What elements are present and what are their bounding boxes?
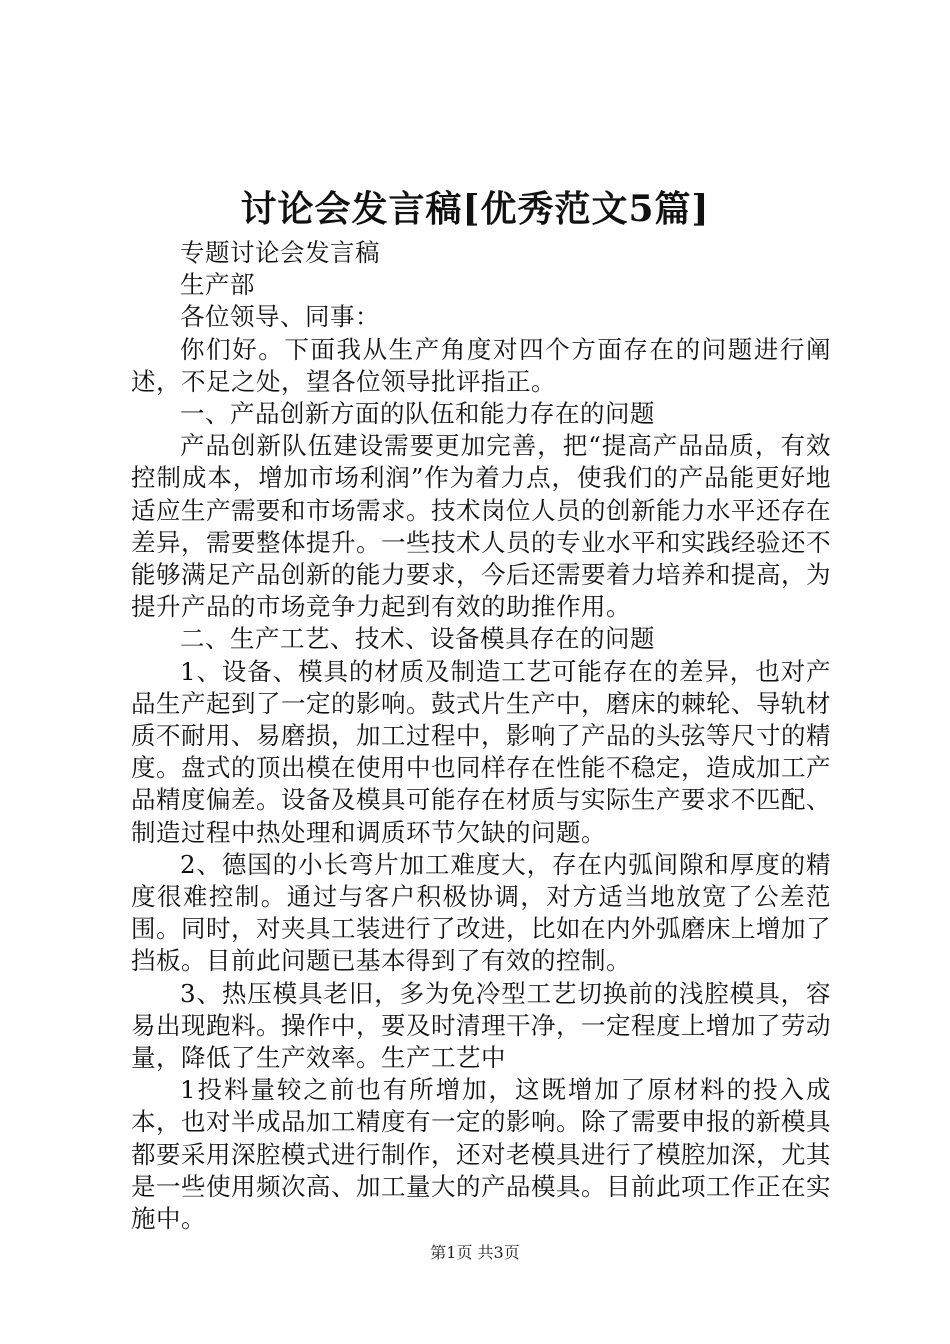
section-heading-2: 二、生产工艺、技术、设备模具存在的问题 [180, 624, 655, 654]
paragraph-item-1: 1、设备、模具的材质及制造工艺可能存在的差异，也对产品生产起到了一定的影响。鼓式片生产中，磨床的棘轮、导轨材质不耐用、易磨损，加工过程中，影响了产品的头弦等尺寸的精度。盘式的顶出模在使用中也同样存在性能不稳定，造成加工产品精度偏差。设备及模具可能存在材质与实际生产要求不匹配、制造过程中热处理和调质环节欠缺的问题。 [131, 656, 831, 847]
paragraph-intro: 你们好。下面我从生产角度对四个方面存在的问题进行阐述，不足之处，望各位领导批评指正。 [131, 334, 831, 396]
paragraph-subtitle: 专题讨论会发言稿 [180, 238, 380, 267]
paragraph-salutation: 各位领导、同事： [180, 302, 380, 332]
paragraph-item-2: 2、德国的小长弯片加工难度大，存在内弧间隙和厚度的精度很难控制。通过与客户积极协调，对方适当地放宽了公差范围。同时，对夹具工装进行了改进，比如在内外弧磨床上增加了挡板。目前此问题已基本得到了有效的控制。 [131, 849, 831, 976]
document-body [131, 237, 831, 1235]
paragraph-innovation: 产品创新队伍建设需要更加完善，把“提高产品品质，有效控制成本，增加市场利润”作为着力点，使我们的产品能更好地适应生产需要和市场需求。技术岗位人员的创新能力水平还存在差异，需要整体提升。一些技术人员的专业水平和实践经验还不能够满足产品创新的能力要求，今后还需要着力培养和提高，为提升产品的市场竞争力起到有效的助推作用。 [131, 431, 831, 622]
page-footer: 第1页 共3页 [430, 1243, 520, 1262]
paragraph-continuation: 1投料量较之前也有所增加，这既增加了原材料的投入成本，也对半成品加工精度有一定的影响。除了需要申报的新模具都要采用深腔模式进行制作，还对老模具进行了模腔加深，尤其是一些使用频次高、加工量大的产品模具。目前此项工作正在实施中。 [131, 1075, 831, 1234]
document-title: 讨论会发言稿[优秀范文5篇] [240, 188, 710, 230]
paragraph-item-3: 3、热压模具老旧，多为免冷型工艺切换前的浅腔模具，容易出现跑料。操作中，要及时清理干净，一定程度上增加了劳动量，降低了生产效率。生产工艺中 [131, 978, 831, 1073]
paragraph-department: 生产部 [180, 270, 255, 300]
section-heading-1: 一、产品创新方面的队伍和能力存在的问题 [180, 399, 655, 429]
